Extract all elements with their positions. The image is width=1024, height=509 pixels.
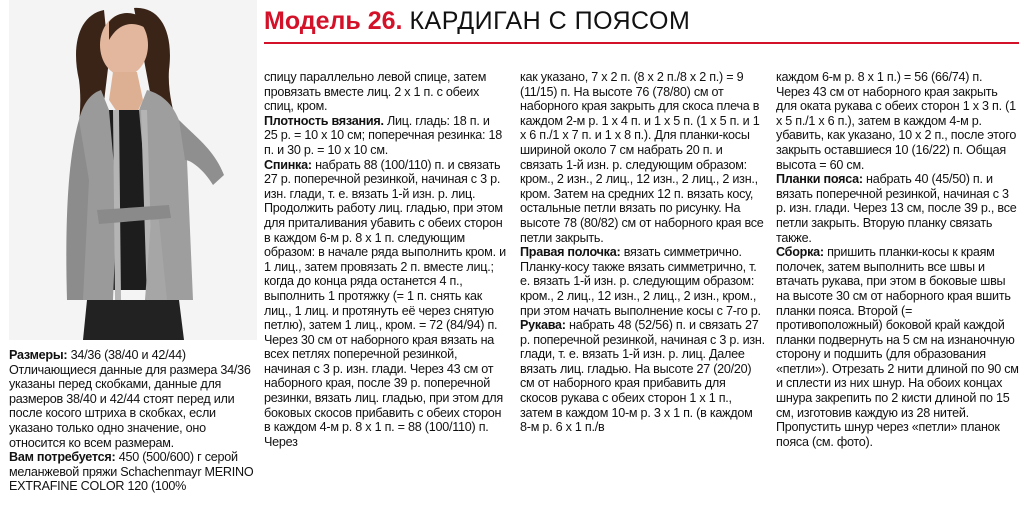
belt-paragraph [776, 172, 1019, 245]
model-name: КАРДИГАН С ПОЯСОМ [409, 7, 691, 35]
right-front-label: Правая полочка: [520, 245, 621, 260]
materials-paragraph [9, 450, 257, 494]
text-column-4 [776, 70, 1019, 509]
sleeves-text: набрать 48 (52/56) п. и связать 27 р. поперечной резинкой, начиная с 3 р. изн. глади, т. е. вязать 1-й изн. р. лиц. Далее вязать лиц. гладью. На высоте 27 (20/20) см от наборного края прибавить для скосов рукава с обеих сторон 1 х 1 п., затем в каждом 10-м р. 3 х 1 п. (в каждом 8-м р. 6 х 1 п./в [520, 318, 765, 435]
sleeves-continued-paragraph: каждом 6-м р. 8 х 1 п.) = 56 (66/74) п. Через 43 см от наборного края закрыть для оката рукава с обеих сторон 1 х 3 п. (1 х 5 п./1 х 6 п.), затем в каждом 4-м р. убавить, как указано, 10 х 2 п., после этого закрыть оставшиеся 10 (16/22) п. Общая высота = 60 см. [776, 70, 1017, 172]
title-underline [264, 42, 1019, 44]
density-text: Лиц. гладь: 18 п. и 25 р. = 10 х 10 см; поперечная резинка: 18 п. и 30 р. = 10 х 10 см. [264, 113, 502, 157]
density-label: Плотность вязания. [264, 113, 384, 128]
materials-text: 450 (500/600) г серой меланжевой пряжи Schachenmayr MERINO EXTRAFINE COLOR 120 (100% [9, 450, 254, 494]
materials-label: Вам потребуется: [9, 450, 116, 465]
assembly-label: Сборка: [776, 245, 824, 260]
density-paragraph [264, 114, 506, 158]
text-column-1 [9, 348, 257, 509]
model-number: Модель 26. [264, 7, 403, 35]
right-front-paragraph [520, 245, 765, 318]
belt-label: Планки пояса: [776, 172, 863, 187]
sizes-paragraph [9, 348, 257, 450]
sizes-text: 34/36 (38/40 и 42/44) Отличающиеся данные для размера 34/36 указаны перед скобками, данные для размеров 38/40 и 42/44 стоят перед или после косого штриха в скобках, если указано только одно значение, оно относится ко всем размерам. [9, 348, 251, 450]
left-front-paragraph: как указано, 7 х 2 п. (8 х 2 п./8 х 2 п.) = 9 (11/15) п. На высоте 76 (78/80) см от наборного края закрыть для скоса плеча в каждом 2-м р. 1 х 4 п. и 1 х 5 п. (1 х 5 п. и 1 х 6 п./1 х 7 п. и 1 х 8 п.). Для планки-косы шириной около 7 см набрать 20 п. и связать 1-й изн. р. следующим образом: кром., 2 изн., 2 лиц., 12 изн., 2 лиц., 2 изн., кром. Затем на средних 12 п. вязать косу, остальные петли вязать по рисунку. На высоте 78 (80/82) см от наборного края все петли закрыть. [520, 70, 764, 245]
text-column-2 [264, 70, 506, 509]
assembly-text: пришить планки-косы к краям полочек, затем выполнить все швы и втачать рукава, при этом в боковые швы на высоте 30 см от наборного края вшить планки пояса. Второй (= противоположный) боковой край каждой планки подвернуть на 5 см на изнаночную сторону и подшить (для образования «петли»). Отрезать 2 нити длиной по 90 см и сплести из них шнур. На обоих концах шнура закрепить по 2 кисти длиной по 15 см, изготовив каждую из 28 нитей. Пропустить шнур через «петли» планок пояса (см. фото). [776, 245, 1019, 449]
page-title [264, 3, 690, 39]
sleeves-label: Рукава: [520, 318, 566, 333]
back-paragraph [264, 158, 506, 450]
belt-text: набрать 40 (45/50) п. и вязать поперечной резинкой, начиная с 3 р. изн. глади. Через 13 см, после 39 р., все петли закрыть. Вторую планку связать также. [776, 172, 1017, 245]
continued-paragraph: спицу параллельно левой спице, затем провязать вместе лиц. 2 х 1 п. с обеих спиц, кром. [264, 70, 487, 114]
back-label: Спинка: [264, 157, 312, 172]
back-text: набрать 88 (100/110) п. и связать 27 р. поперечной резинкой, начиная с 3 р. изн. глади, т. е. вязать 1-й изн. р. лиц. Продолжить работу лиц. гладью, при этом для приталивания убавить с обеих сторон в каждом 6-м р. 8 х 1 п. следующим образом: в начале ряда выполнить кром. и 1 лиц., затем провязать 2 п. вместе лиц.; когда до конца ряда останется 4 п., выполнить 1 протяжку (= 1 п. снять как лиц., 1 лиц. и протянуть её через снятую петлю), затем 1 лиц., кром. = 72 (84/94) п. Через 30 см от наборного края вязать на всех петлях поперечной резинкой, начиная с 3 р. изн. глади. Через 43 см от наборного края, после 39 р. поперечной резинки, вязать лиц. гладью, при этом для боковых скосов прибавить с обеих сторон в каждом 4-м р. 8 х 1 п. = 88 (100/110) п. Через [264, 157, 506, 449]
sleeves-paragraph [520, 318, 765, 435]
right-front-text: вязать симметрично. Планку-косу также вязать симметрично, т. е. вязать 1-й изн. р. следующим образом: кром., 2 лиц., 12 изн., 2 лиц., 2 изн., кром., при этом начать выполнение косы с 7-го р. [520, 245, 761, 318]
text-column-3 [520, 70, 765, 509]
sizes-label: Размеры: [9, 348, 68, 362]
model-photo [9, 0, 257, 340]
assembly-paragraph [776, 245, 1019, 449]
